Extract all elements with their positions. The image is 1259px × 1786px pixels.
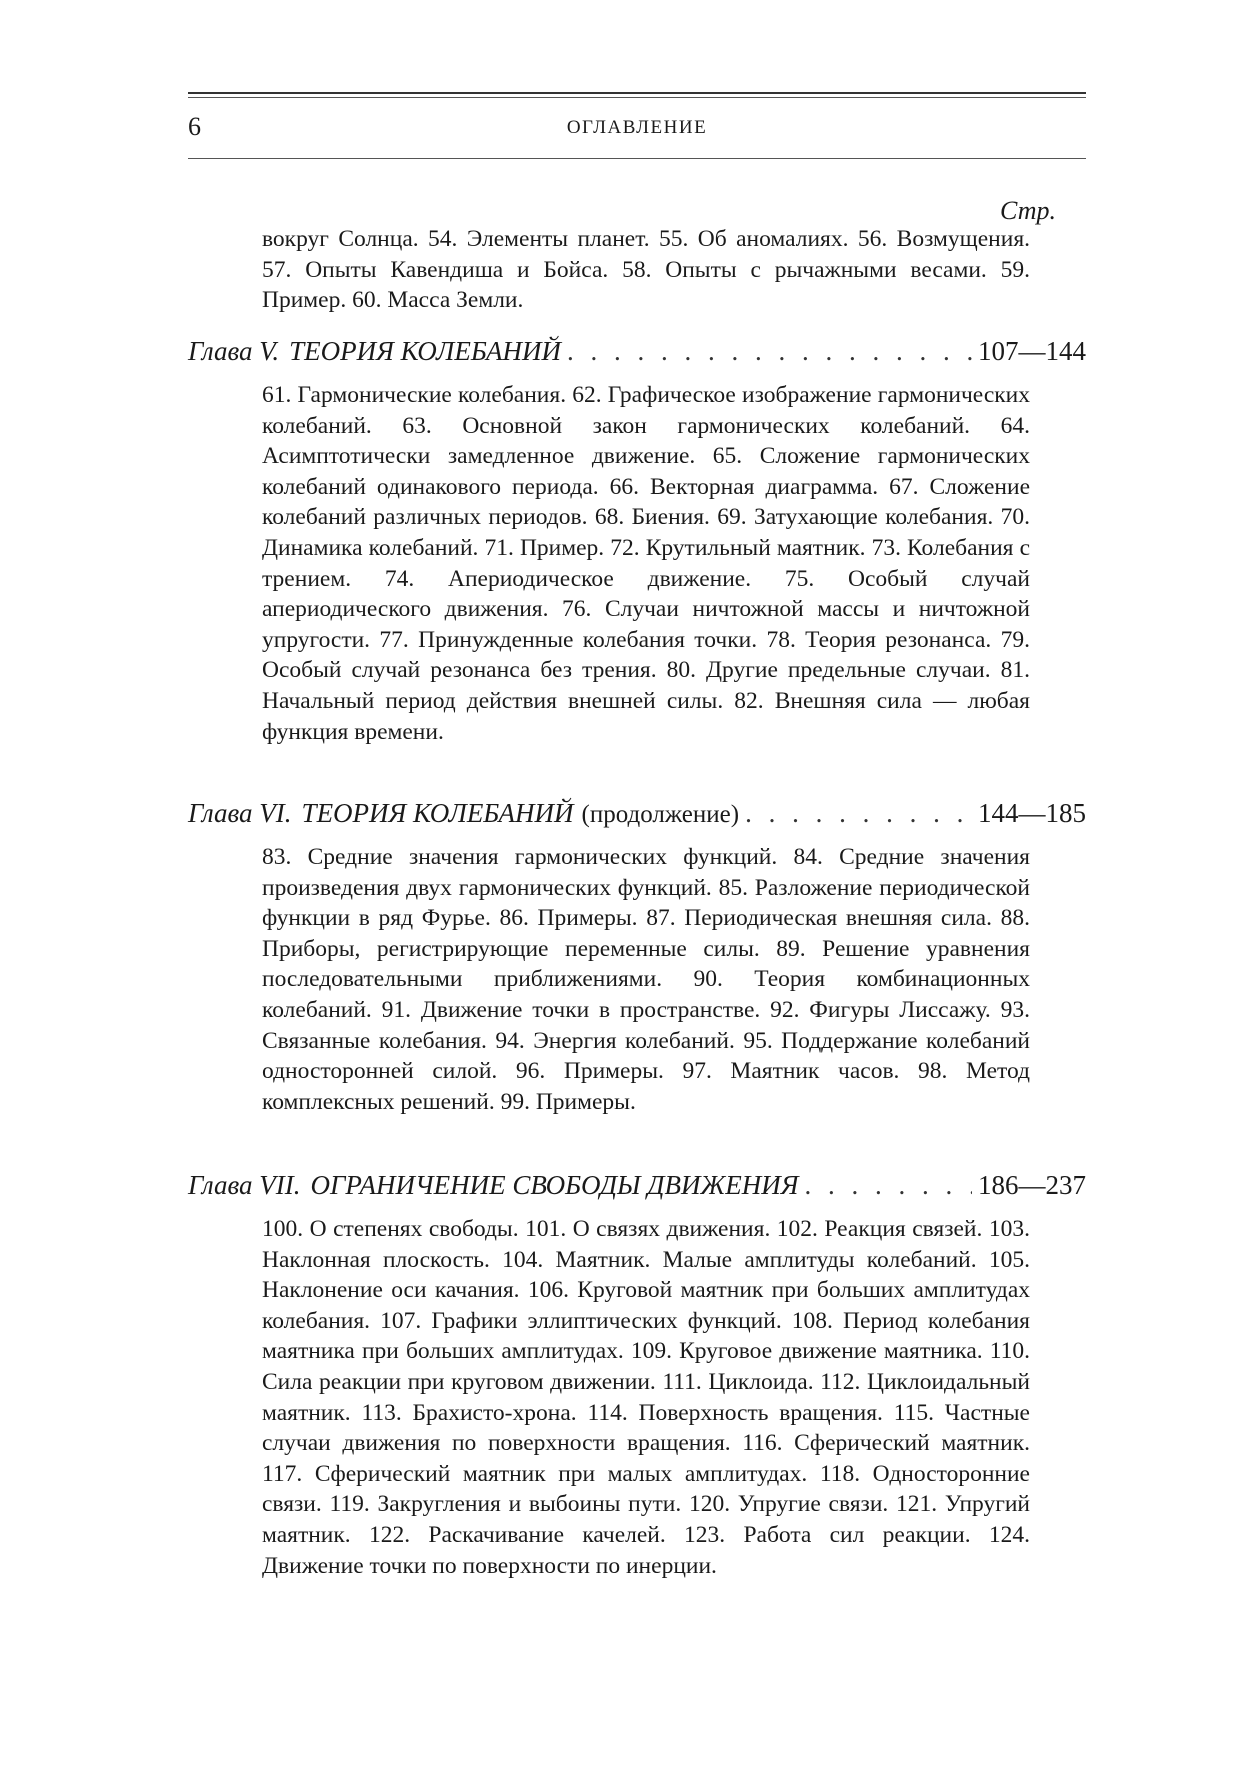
chapter-7-contents: 100. О степенях свободы. 101. О связях движения. 102. Реакция связей. 103. Наклонная плоскость. 104. Маятник. Малые амплитуды колебаний. 105. Наклонение оси качания. 106. Круговой маятник при больших амплитудах колебания. 107. Графики эллиптических функций. 108. Период колебания маятника при больших амплитудах. 109. Круговое движение маятника. 110. Сила реакции при круговом движении. 111. Циклоида. 112. Циклоидальный маятник. 113. Брахисто-хрона. 114. Поверхность вращения. 115. Частные случаи движения по поверхности вращения. 116. Сферический маятник. 117. Сферический маятник при малых амплитудах. 118. Односторонние связи. 119. Закругления и выбоины пути. 120. Упругие связи. 121. Упругий маятник. 122. Раскачивание качелей. 123. Работа сил реакции. 124. Движение точки по поверхности по инерции.: [262, 1216, 1030, 1579]
chapter-subtitle: (продолжение): [581, 801, 740, 828]
leader-dots: [567, 336, 972, 367]
chapter-label: Глава VII.: [188, 1170, 301, 1200]
running-head: ОГЛАВЛЕНИЕ: [566, 117, 708, 138]
chapter-heading-7: [188, 1170, 1086, 1201]
leader-dots: [804, 1170, 972, 1201]
chapter-pages: 186—237: [978, 1170, 1086, 1200]
chapter-heading-6: [188, 798, 1086, 829]
chapter-6-contents: 83. Средние значения гармонических функций. 84. Средние значения произведения двух гармонических функций. 85. Разложение периодической функции в ряд Фурье. 86. Примеры. 87. Периодическая внешняя сила. 88. Приборы, регистрирующие переменные силы. 89. Решение уравнения последовательными приближениями. 90. Теория комбинационных колебаний. 91. Движение точки в пространстве. 92. Фигуры Лиссажу. 93. Связанные колебания. 94. Энергия колебаний. 95. Поддержание колебаний односторонней силой. 96. Примеры. 97. Маятник часов. 98. Метод комплексных решений. 99. Примеры.: [262, 844, 1030, 1115]
chapter-heading-5: [188, 336, 1086, 367]
header-rule-top-inner: [188, 97, 1086, 98]
chapter-label: Глава VI.: [188, 798, 292, 828]
chapter-title: ОГРАНИЧЕНИЕ СВОБОДЫ ДВИЖЕНИЯ: [310, 1170, 799, 1200]
chapter-5-contents: 61. Гармонические колебания. 62. Графическое изображение гармонических колебаний. 63. Основной закон гармонических колебаний. 64. Асимптотически замедленное движение. 65. Сложение гармонических колебаний одинакового периода. 66. Векторная диаграмма. 67. Сложение колебаний различных периодов. 68. Биения. 69. Затухающие колебания. 70. Динамика колебаний. 71. Пример. 72. Крутильный маятник. 73. Колебания с трением. 74. Апериодическое движение. 75. Особый случай апериодического движения. 76. Случаи ничтожной массы и ничтожной упругости. 77. Принужденные колебания точки. 78. Теория резонанса. 79. Особый случай резонанса без трения. 80. Другие предельные случаи. 81. Начальный период действия внешней силы. 82. Внешняя сила — любая функция времени.: [262, 382, 1030, 745]
header-rule-top: [188, 92, 1086, 94]
chapter-label: Глава V.: [188, 336, 280, 366]
leader-dots: [745, 798, 972, 829]
chapter-title: ТЕОРИЯ КОЛЕБАНИЙ: [289, 336, 562, 366]
header-rule-bottom: [188, 158, 1086, 159]
page-number: 6: [188, 112, 201, 141]
chapter-pages: 107—144: [978, 336, 1086, 366]
continuation-text: вокруг Солнца. 54. Элементы планет. 55. Об аномалиях. 56. Возмущения. 57. Опыты Кавендиша и Бойса. 58. Опыты с рычажными весами. 59. Пример. 60. Масса Земли.: [262, 226, 1030, 314]
chapter-title: ТЕОРИЯ КОЛЕБАНИЙ: [301, 798, 574, 828]
page-column-label: Стр.: [1000, 196, 1056, 225]
chapter-pages: 144—185: [978, 798, 1086, 828]
